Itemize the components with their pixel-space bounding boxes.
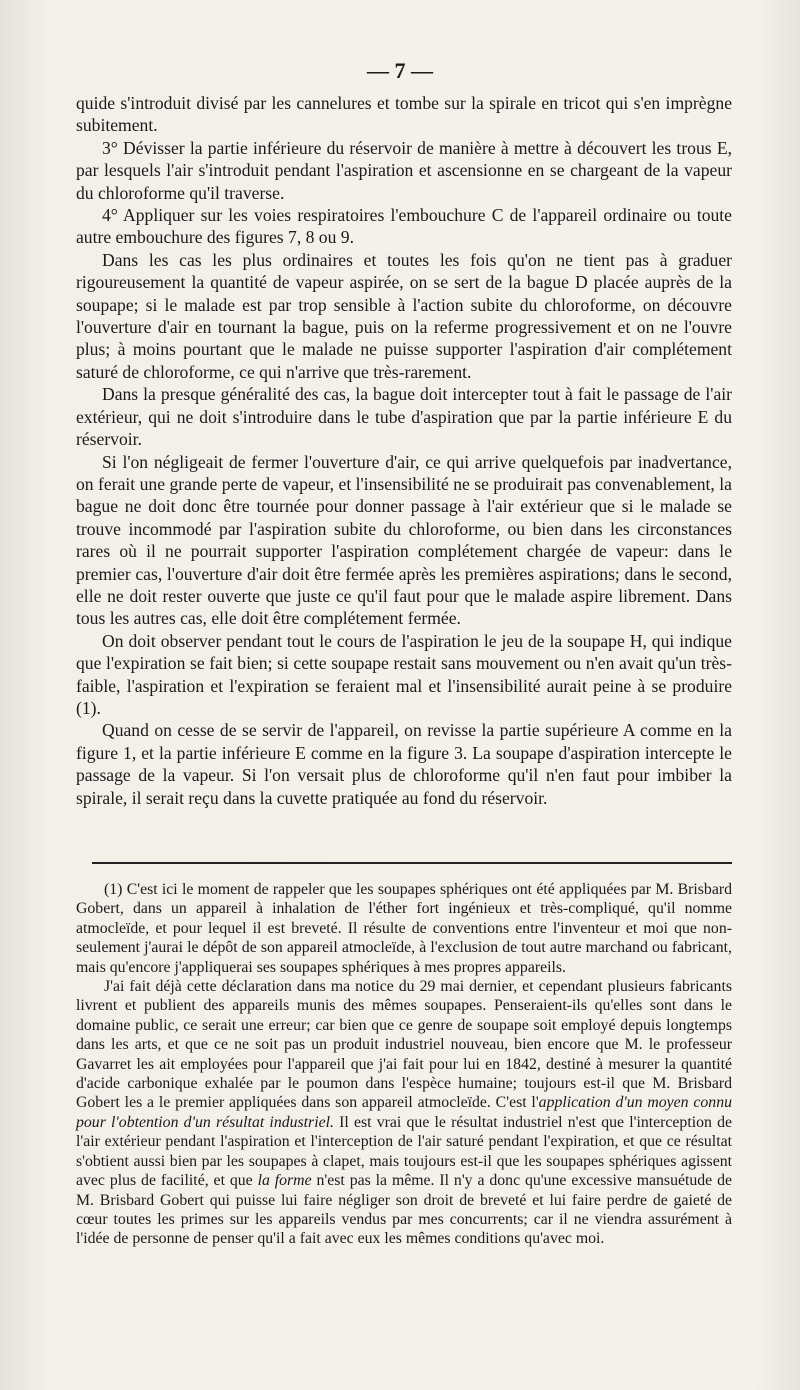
main-text	[76, 92, 732, 809]
footnote-italic: la forme	[257, 1172, 312, 1190]
footnote-paragraph	[76, 977, 732, 1249]
paragraph: Quand on cesse de se servir de l'appareil, on revisse la partie supérieure A comme en la figure 1, et la partie inférieure E comme en la figure 3. La soupape d'aspiration intercepte le passage de la vapeur. Si l'on versait plus de chloroforme qu'il n'en faut pour imbiber la spirale, il serait reçu dans la cuvette pratiquée au fond du réservoir.	[76, 720, 732, 808]
paragraph: Si l'on négligeait de fermer l'ouverture d'air, ce qui arrive quelquefois par inadvertance, on ferait une grande perte de vapeur, et l'insensibilité ne se produirait pas convenablement, la bague ne doit donc être tournée pour donner passage à l'air extérieur que si le malade se trouve incommodé par l'aspiration subite du chloroforme, ou bien dans les circonstances rares où il ne pourrait supporter l'aspiration complétement chargée de vapeur: dans le premier cas, l'ouverture d'air doit être fermée après les premières aspirations; dans le second, elle ne doit rester ouverte que juste ce qu'il faut pour que le malade aspire librement. Dans tous les autres cas, elle doit être complétement fermée.	[76, 451, 732, 629]
paragraph: 4° Appliquer sur les voies respiratoires l'embouchure C de l'appareil ordinaire ou toute autre embouchure des figures 7, 8 ou 9.	[76, 205, 732, 248]
footnote	[76, 880, 732, 1249]
footnote-text: J'ai fait déjà cette déclaration dans ma notice du 29 mai dernier, et cependant plusieurs fabricants livrent et publient des appareils munis des mêmes soupapes. Penseraient-ils qu'elles sont dans le domaine public, ce serait une erreur; car bien que ce genre de soupape soit employé depuis longtemps dans les arts, et que ce ne soit pas un produit industriel nouveau, bien encore que M. le professeur Gavarret les ait employées pour l'appareil que j'ai fait pour lui en 1842, destiné à mesurer la quantité d'acide carbonique exhalée par le poumon dans l'espèce humaine; toujours est-il que M. Brisbard Gobert les a le premier appliquées dans son appareil atmocleïde. C'est l'	[76, 978, 732, 1112]
footnote-italic: application d'un moyen connu pour l'obtention d'un résultat industriel.	[76, 1094, 732, 1131]
paragraph: 3° Dévisser la partie inférieure du réservoir de manière à mettre à découvert les trous E, par lesquels l'air s'introduit pendant l'aspiration et ascensionne en se chargeant de la vapeur du chloroforme qu'il traverse.	[76, 137, 732, 203]
paragraph: On doit observer pendant tout le cours de l'aspiration le jeu de la soupape H, qui indique que l'expiration se fait bien; si cette soupape restait sans mouvement ou n'en avait qu'un très-faible, l'aspiration et l'expiration se feraient mal et l'insensibilité aurait peine à se produire (1).	[76, 630, 732, 718]
paragraph: Dans les cas les plus ordinaires et toutes les fois qu'on ne tient pas à graduer rigoureusement la quantité de vapeur aspirée, on se sert de la bague D placée auprès de la soupape; si le malade est par trop sensible à l'action subite du chloroforme, on découvre l'ouverture d'air en tournant la bague, puis on la referme progressivement et on ne l'ouvre plus; à moins pourtant que le malade ne puisse supporter l'aspiration d'air complétement saturé de chloroforme, ce qui n'arrive que très-rarement.	[76, 249, 732, 382]
footnote-text: Il est vrai que le résultat industriel n'est que l'interception de l'air extérieur pendant l'aspiration et l'interception de l'air saturé pendant l'expiration, et que ce résultat s'obtient aussi bien par les soupapes à clapet, mais toujours est-il que les soupapes sphériques agissent avec plus de facilité, et que	[76, 1113, 732, 1190]
page-number: — 7 —	[367, 58, 433, 83]
footnote-separator	[92, 862, 732, 864]
footnote-text: n'est pas la même. Il n'y a donc qu'une excessive mansuétude de M. Brisbard Gobert qui puisse lui faire négliger son droit de breveté et lui faire perdre de gaieté de cœur toutes les primes sur les appareils vendus par mes concurrents; car il ne viendra assurément à l'idée de personne de penser qu'il a fait avec eux les mêmes conditions qu'avec moi.	[76, 1172, 732, 1248]
footnote-paragraph: (1) C'est ici le moment de rappeler que les soupapes sphériques ont été appliquées par M. Brisbard Gobert, dans un appareil à inhalation de l'éther fort ingénieux et très-compliqué, qu'il nomme atmocleïde, et pour lequel il est breveté. Il résulte de conventions entre l'inventeur et moi que non-seulement j'aurai le dépôt de son appareil atmocleïde, à l'exclusion de tout autre marchand ou fabricant, mais qu'encore j'appliquerai ses soupapes sphériques à mes propres appareils.	[76, 881, 732, 976]
paragraph: Dans la presque généralité des cas, la bague doit intercepter tout à fait le passage de l'air extérieur, qui ne doit s'introduire dans le tube d'aspiration que par la partie inférieure E du réservoir.	[76, 384, 732, 450]
paragraph: quide s'introduit divisé par les cannelures et tombe sur la spirale en tricot qui s'en imprègne subitement.	[76, 93, 732, 136]
